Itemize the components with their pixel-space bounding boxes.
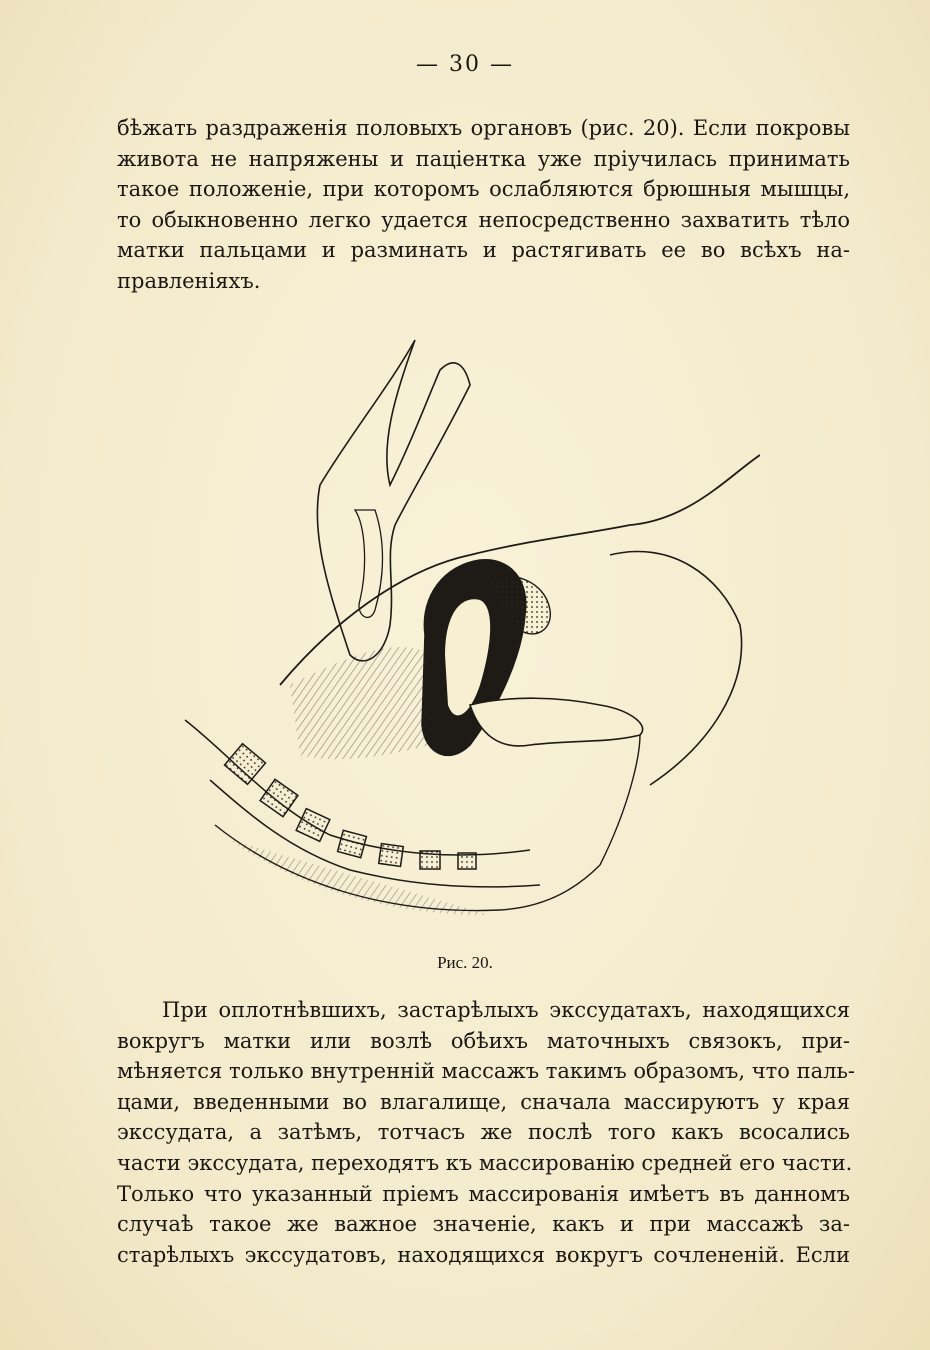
text-line: старѣлыхъ экссудатовъ, находящихся вокругъ сочлененій. Если xyxy=(117,1242,850,1267)
text-line: живота не напряжены и паціентка уже пріучилась принимать xyxy=(117,146,850,171)
text-line: Только что указанный пріемъ массированія имѣетъ въ данномъ xyxy=(117,1181,850,1206)
text-line: экссудата, а затѣмъ, тотчасъ же послѣ того какъ всосались xyxy=(117,1120,850,1145)
text-line: При оплотнѣвшихъ, застарѣлыхъ экссудатахъ, находящихся xyxy=(162,998,850,1022)
text-line: вокругъ матки или возлѣ обѣихъ маточныхъ связокъ, при- xyxy=(117,1028,850,1053)
anatomical-illustration xyxy=(170,325,760,935)
inner-hand xyxy=(470,698,643,746)
paragraph-top xyxy=(117,113,850,297)
page-number: — 30 — xyxy=(416,52,514,77)
text-line: такое положеніе, при которомъ ослабляются брюшныя мышцы, xyxy=(117,177,850,202)
body-outline xyxy=(280,455,760,685)
text-line: бѣжать раздраженія половыхъ органовъ (рис. 20). Если покровы xyxy=(117,116,850,140)
paragraph-bottom xyxy=(117,995,855,1270)
figure-caption: Рис. 20. xyxy=(437,953,493,972)
text-line: матки пальцами и разминать и растягивать ее во всѣхъ на- xyxy=(117,238,850,263)
text-line: случаѣ такое же важное значеніе, какъ и при массажѣ за- xyxy=(117,1212,850,1237)
text-line: мѣняется только внутренній массажъ такимъ образомъ, что паль- xyxy=(117,1059,855,1084)
text-line: части экссудата, переходятъ къ массированію средней его части. xyxy=(117,1150,853,1175)
text-line: цами, введенными во влагалище, сначала массируютъ у края xyxy=(117,1089,850,1114)
text-line: то обыкновенно легко удается непосредственно захватить тѣло xyxy=(117,207,850,232)
text-line: правленіяхъ. xyxy=(117,268,261,293)
